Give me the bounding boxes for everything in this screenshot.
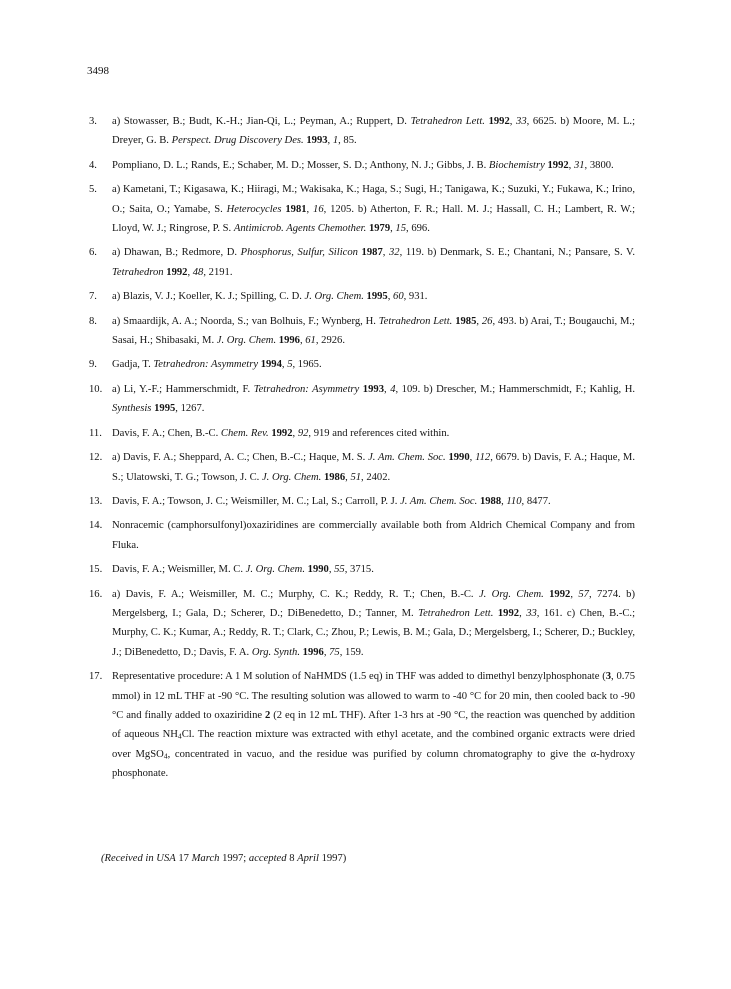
text-run: , concentrated in vacuo, and the residue was purified by column chromatography to give the α-hydroxy phosphonate. — [112, 748, 635, 780]
text-run: , — [299, 335, 306, 347]
text-run: 1996 — [302, 646, 324, 658]
text-run: J. Org. Chem. — [261, 471, 322, 483]
text-run: 92 — [297, 427, 309, 439]
text-run: , — [382, 247, 389, 259]
text-run: Tetrahedron — [112, 266, 164, 278]
reference-list — [87, 112, 635, 789]
text-run: J. Org. Chem. — [245, 564, 305, 576]
text-run: 26 — [481, 315, 493, 327]
text-run: Phosphorus, Sulfur, Silicon — [240, 247, 358, 259]
text-run: 1992 — [166, 266, 188, 278]
text-run: , — [323, 646, 330, 658]
reference-text — [112, 355, 635, 374]
text-run: Synthesis — [112, 403, 152, 415]
reference-text — [112, 667, 635, 783]
reference-number: 11. — [89, 427, 102, 439]
reference-text — [112, 180, 635, 238]
reference-number: 16. — [89, 588, 103, 600]
text-run: J. Am. Chem. Soc. — [368, 452, 446, 464]
text-run: 1992 — [271, 427, 293, 439]
text-run: 2 — [265, 709, 271, 721]
text-run: , — [187, 266, 193, 278]
text-run: Representative procedure: A 1 M solution of NaHMDS (1.5 eq) in THF was added to dimethyl benzylphosphonate ( — [112, 671, 606, 683]
text-run: , — [383, 383, 391, 395]
text-run: , 3715. — [344, 564, 374, 576]
reference-number: 3. — [89, 116, 97, 127]
text-run: Nonracemic (camphorsulfonyl)oxaziridines are commercially available both from Aldrich Chemical Company and from Fluka. — [112, 520, 635, 551]
text-run: , — [519, 607, 527, 619]
text-run: Biochemistry — [488, 159, 545, 171]
text-run: , 3800. — [584, 159, 614, 171]
reference-text — [112, 112, 635, 151]
text-run: 16 — [313, 203, 324, 215]
received-dates — [101, 853, 346, 864]
text-run: J. Am. Chem. Soc. — [400, 495, 478, 507]
reference-text — [112, 448, 635, 487]
text-run: , 6679. b) Davis, F. A.; Haque, M. S.; Ulatowski, T. G.; Towson, J. C. — [112, 452, 636, 483]
reference-number: 13. — [89, 495, 103, 507]
text-run: , 1205. b) Atherton, F. R.; Hall. M. J.; Hassall, C. H.; Lambert, R. W.; Lloyd, W. J.; Ringrose, P. S. — [112, 203, 636, 235]
text-run: 75 — [329, 646, 340, 658]
text-run: 1986 — [323, 471, 346, 483]
reference-item — [87, 156, 635, 175]
text-run: 5 — [287, 359, 293, 371]
page-number: 3498 — [87, 65, 109, 77]
text-run: 1988 — [479, 495, 502, 507]
text-run: a) Stowasser, B.; Budt, K.-H.; Jian-Qi, L.; Peyman, A.; Ruppert, D. — [112, 116, 411, 127]
text-run: 1993 — [362, 383, 384, 395]
text-run: a) Smaardijk, A. A.; Noorda, S.; van Bolhuis, F.; Wynberg, H. — [112, 315, 379, 327]
text-run: Gadja, T. — [112, 359, 154, 371]
text-run: a) Blazis, V. J.; Koeller, K. J.; Spilling, C. D. — [112, 291, 305, 303]
reference-text — [112, 492, 635, 511]
text-run: accepted — [248, 853, 287, 864]
reference-item — [87, 287, 635, 306]
text-run: 1992 — [497, 607, 520, 619]
text-run: , — [570, 588, 579, 600]
text-run: , — [328, 564, 335, 576]
text-run: Tetrahedron Lett. — [410, 116, 485, 127]
text-run: , 159. — [339, 646, 364, 658]
text-run: 1996 — [278, 335, 300, 347]
text-run: a) Dhawan, B.; Redmore, D. — [112, 247, 241, 259]
reference-number: 10. — [89, 383, 103, 395]
text-run: Perspect. Drug Discovery Des. — [171, 135, 304, 147]
text-run: , — [345, 471, 351, 483]
text-run: 1990 — [448, 452, 470, 464]
text-run: , — [469, 452, 476, 464]
reference-number: 5. — [89, 184, 97, 196]
text-run: 110 — [506, 495, 522, 507]
text-run: 1992 — [549, 588, 571, 600]
text-run: 1981 — [285, 203, 307, 215]
text-run: , 6625. b) Moore, M. L.; Dreyer, G. B. — [112, 116, 636, 147]
text-run: Cl. The reaction mixture was extracted with ethyl acetate, and the combined organic extracts were dried over MgSO — [112, 729, 635, 760]
text-run: 1985 — [455, 315, 477, 327]
text-run: March — [191, 853, 220, 864]
text-run: 1990 — [307, 564, 329, 576]
reference-number: 9. — [89, 359, 97, 371]
text-run: a) Kametani, T.; Kigasawa, K.; Hiiragi, M.; Wakisaka, K.; Haga, S.; Sugi, H.; Tanigawa, K.; Suzuki, Y.; Fukawa, K.; Irino, O.; Saita, O.; Yamabe, S. — [112, 184, 635, 215]
reference-item — [87, 180, 635, 238]
reference-number: 15. — [89, 564, 103, 576]
text-run: , 119. b) Denmark, S. E.; Chantani, N.; Pansare, S. V. — [399, 247, 635, 259]
text-run: , — [476, 315, 482, 327]
text-run: , 919 and references cited within. — [308, 427, 450, 439]
text-run: , 161. c) Chen, B.-C.; Murphy, C. K.; Kumar, A.; Reddy, R. T.; Clark, C.; Zhou, P.; Lewis, B. M.; Gala, D.; Mergelsberg, I.; Scherer, D.; Buckley, J.; DiBenedetto, D.; Davis, F. A. — [112, 607, 636, 658]
reference-item — [87, 560, 635, 579]
text-run: 1994 — [260, 359, 282, 371]
text-run: April — [297, 853, 319, 864]
text-run: , — [509, 116, 517, 127]
text-run: , 493. b) Arai, T.; Bougauchi, M.; Sasai, H.; Shibasaki, M. — [112, 315, 636, 347]
text-run: 1997) — [318, 853, 347, 864]
text-run: 61 — [305, 335, 316, 347]
reference-item — [87, 424, 635, 443]
reference-text — [112, 380, 635, 419]
text-run: ( — [101, 853, 105, 864]
text-run: , — [306, 203, 314, 215]
reference-item — [87, 585, 635, 663]
text-run: 1997; — [219, 853, 249, 864]
reference-text — [112, 585, 635, 663]
text-run: 1992 — [488, 116, 510, 127]
text-run: Org. Synth. — [251, 646, 300, 658]
text-run: Davis, F. A.; Towson, J. C.; Weismiller, M. C.; Lal, S.; Carroll, P. J. — [112, 495, 401, 507]
text-run: , 0.75 mmol) in 12 mL THF at -90 °C. The resulting solution was allowed to warm to -40 °C for 20 min, then cooled back to -90 °C and finally added to oxaziridine — [112, 671, 636, 721]
text-run: Chem. Rev. — [220, 427, 269, 439]
reference-item — [87, 667, 635, 783]
reference-item — [87, 448, 635, 487]
text-run: 17 — [175, 853, 192, 864]
text-run: 8 — [286, 853, 298, 864]
text-run: , 1267. — [175, 403, 205, 415]
text-run: 15 — [395, 223, 407, 235]
text-run: Tetrahedron: Asymmetry — [153, 359, 259, 371]
text-run: a) Davis, F. A.; Weismiller, M. C.; Murphy, C. K.; Reddy, R. T.; Chen, B.-C. — [112, 588, 479, 600]
reference-text — [112, 156, 635, 175]
text-run: , 931. — [403, 291, 428, 303]
text-run: 51 — [350, 471, 362, 483]
text-run: Tetrahedron: Asymmetry — [253, 383, 360, 395]
text-run: 33 — [516, 116, 527, 127]
reference-text — [112, 243, 635, 282]
text-run: 57 — [578, 588, 589, 600]
text-run: J. Org. Chem. — [478, 588, 544, 600]
reference-item — [87, 380, 635, 419]
text-run: , 85. — [338, 135, 357, 147]
text-run: Heterocycles — [226, 203, 282, 215]
text-run: Tetrahedron Lett. — [378, 315, 453, 327]
text-run: , 2191. — [203, 266, 233, 278]
reference-number: 4. — [89, 159, 97, 171]
text-run: , 7274. b) Mergelsberg, I.; Gala, D.; Scherer, D.; DiBenedetto, D.; Tanner, M. — [112, 588, 635, 619]
text-run: 1992 — [547, 159, 569, 171]
text-run: , — [501, 495, 507, 507]
reference-text — [112, 287, 635, 306]
reference-number: 6. — [89, 247, 97, 259]
text-run: Davis, F. A.; Weismiller, M. C. — [112, 564, 246, 576]
text-run: 1987 — [361, 247, 383, 259]
text-run: 55 — [334, 564, 345, 576]
reference-item — [87, 243, 635, 282]
text-run: , — [292, 427, 298, 439]
text-run: J. Org. Chem. — [216, 335, 277, 347]
reference-item — [87, 312, 635, 351]
text-run: , — [568, 159, 574, 171]
reference-item — [87, 492, 635, 511]
reference-item — [87, 112, 635, 151]
text-run: Davis, F. A.; Chen, B.-C. — [112, 427, 221, 439]
text-run: , — [327, 135, 333, 147]
reference-text — [112, 516, 635, 555]
text-run: J. Org. Chem. — [304, 291, 364, 303]
text-run: , — [390, 223, 396, 235]
reference-text — [112, 560, 635, 579]
text-run: , — [281, 359, 288, 371]
text-run: 112 — [475, 452, 491, 464]
text-run: 1 — [332, 135, 339, 147]
reference-item — [87, 516, 635, 555]
reference-number: 8. — [89, 315, 97, 327]
text-run: (2 eq in 12 mL THF). After 1-3 hrs at -90 °C, the reaction was quenched by addition of aqueous NH — [112, 709, 635, 741]
reference-number: 14. — [89, 520, 103, 532]
reference-text — [112, 424, 635, 443]
reference-number: 17. — [89, 671, 103, 683]
reference-text — [112, 312, 635, 351]
text-run: 1993 — [306, 135, 328, 147]
text-run: Antimicrob. Agents Chemother. — [233, 223, 367, 235]
text-run: 60 — [393, 291, 404, 303]
text-run: , 2926. — [315, 335, 345, 347]
text-run: 3 — [605, 671, 612, 683]
text-run: Received in USA — [104, 853, 176, 864]
text-run: Pompliano, D. L.; Rands, E.; Schaber, M. D.; Mosser, S. D.; Anthony, N. J.; Gibbs, J. B. — [112, 159, 489, 171]
reference-number: 7. — [89, 291, 97, 303]
text-run: a) Davis, F. A.; Sheppard, A. C.; Chen, B.-C.; Haque, M. S. — [112, 452, 369, 464]
text-run: 1995 — [154, 403, 176, 415]
text-run: 33 — [526, 607, 537, 619]
text-run: a) Li, Y.-F.; Hammerschmidt, F. — [112, 383, 254, 395]
text-run: 48 — [192, 266, 204, 278]
text-run: 4 — [163, 751, 168, 761]
text-run: Tetrahedron Lett. — [418, 607, 494, 619]
text-run: 1979 — [368, 223, 391, 235]
text-run: , 1965. — [292, 359, 322, 371]
reference-item — [87, 355, 635, 374]
text-run: 4 — [390, 383, 396, 395]
text-run: 4 — [177, 731, 182, 741]
text-run: , 2402. — [361, 471, 391, 483]
text-run: , — [387, 291, 394, 303]
text-run: 32 — [389, 247, 400, 259]
text-run: 1995 — [366, 291, 388, 303]
text-run: , 8477. — [521, 495, 551, 507]
text-run: , 696. — [406, 223, 430, 235]
text-run: 31 — [573, 159, 585, 171]
text-run: , 109. b) Drescher, M.; Hammerschmidt, F.; Kahlig, H. — [395, 383, 636, 395]
reference-number: 12. — [89, 452, 103, 464]
